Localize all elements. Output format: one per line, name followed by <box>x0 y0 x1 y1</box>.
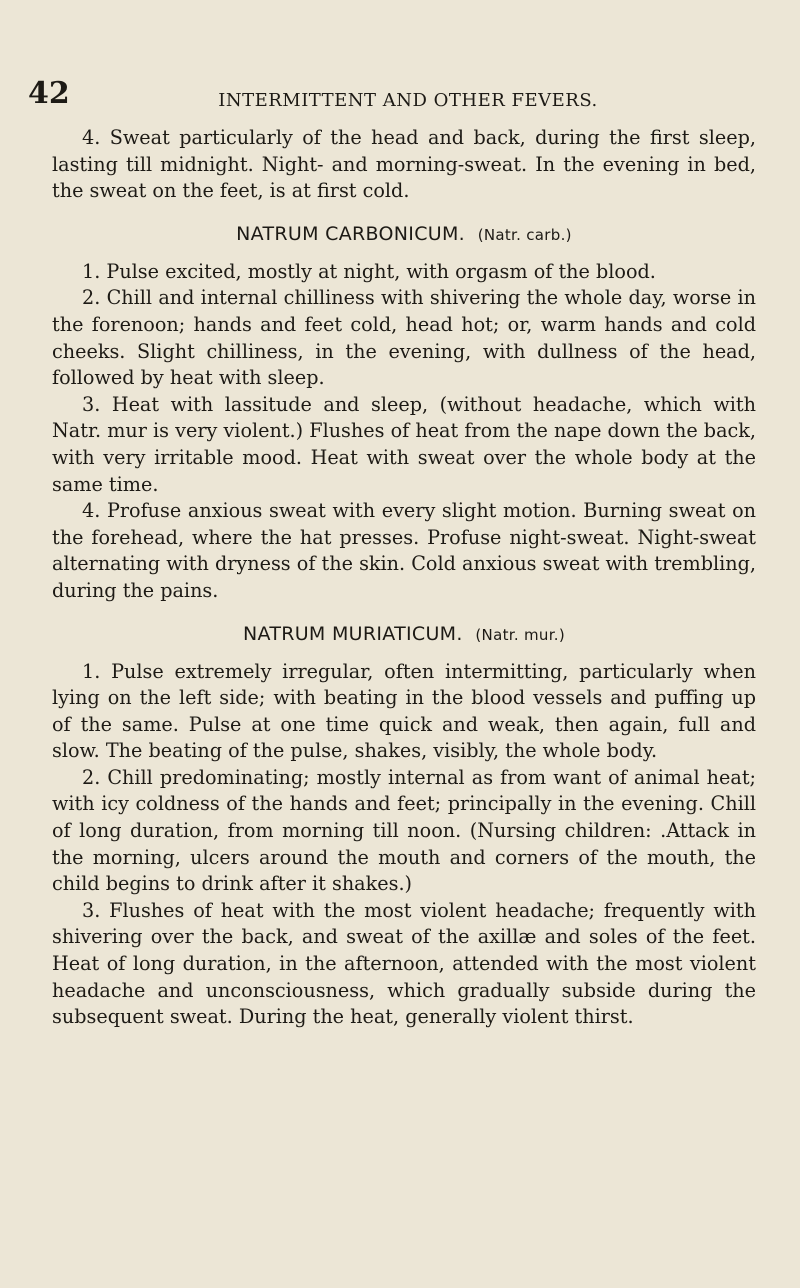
section-heading-natrum-carbonicum <box>52 223 756 245</box>
paragraph: 4. Profuse anxious sweat with every slight motion. Burning sweat on the forehead, where the hat presses. Profuse night-sweat. Night-sweat alternating with dryness of the skin. Cold anxious sweat with trembling, during the pains. <box>52 499 756 602</box>
paragraph: 2. Chill predominating; mostly internal as from want of animal heat; with icy coldness of the hands and feet; principally in the evening. Chill of long duration, from morning till noon. (Nursing children: .Attack in the morning, ulcers around the mouth and corners of the mouth, the child begins to drink after it shakes.) <box>52 765 756 896</box>
section-title: NATRUM CARBONICUM. <box>236 222 465 245</box>
section-abbreviation: (Natr. carb.) <box>477 225 572 244</box>
running-title: INTERMITTENT AND OTHER FEVERS. <box>218 90 598 111</box>
section-title: NATRUM MURIATICUM. <box>242 622 463 645</box>
paragraph: 2. Chill and internal chilliness with shivering the whole day, worse in the forenoon; hands and feet cold, head hot; or, warm hands and cold cheeks. Slight chilliness, in the evening, with dullness of the head, followed by heat with sleep. <box>52 286 756 390</box>
section-heading-natrum-muriaticum <box>52 623 756 645</box>
section-abbreviation: (Natr. mur.) <box>475 625 566 644</box>
paragraph: 3. Heat with lassitude and sleep, (without headache, which with Natr. mur is very violent.) Flushes of heat from the nape down the back, with very irritable mood. Heat with sweat over the whole body at the same time. <box>52 392 756 496</box>
page-body <box>52 125 756 1031</box>
paragraph: 1. Pulse extremely irregular, often intermitting, particularly when lying on the left side; with beating in the blood vessels and puffing up of the same. Pulse at one time quick and weak, then again, full and slow. The beating of the pulse, shakes, visibly, the whole body. <box>52 659 756 763</box>
page-number: 42 <box>28 76 70 111</box>
page-header <box>28 76 748 116</box>
paragraph: 4. Sweat particularly of the head and back, during the first sleep, lasting till midnight. Night- and morning-sweat. In the evening in bed, the sweat on the feet, is at first cold. <box>52 126 756 203</box>
paragraph: 1. Pulse excited, mostly at night, with orgasm of the blood. <box>82 259 656 283</box>
paragraph: 3. Flushes of heat with the most violent headache; frequently with shivering over the back, and sweat of the axillæ and soles of the feet. Heat of long duration, in the afternoon, attended with the most violent headache and unconsciousness, which gradually subside during the subsequent sweat. During the heat, generally violent thirst. <box>52 898 756 1029</box>
